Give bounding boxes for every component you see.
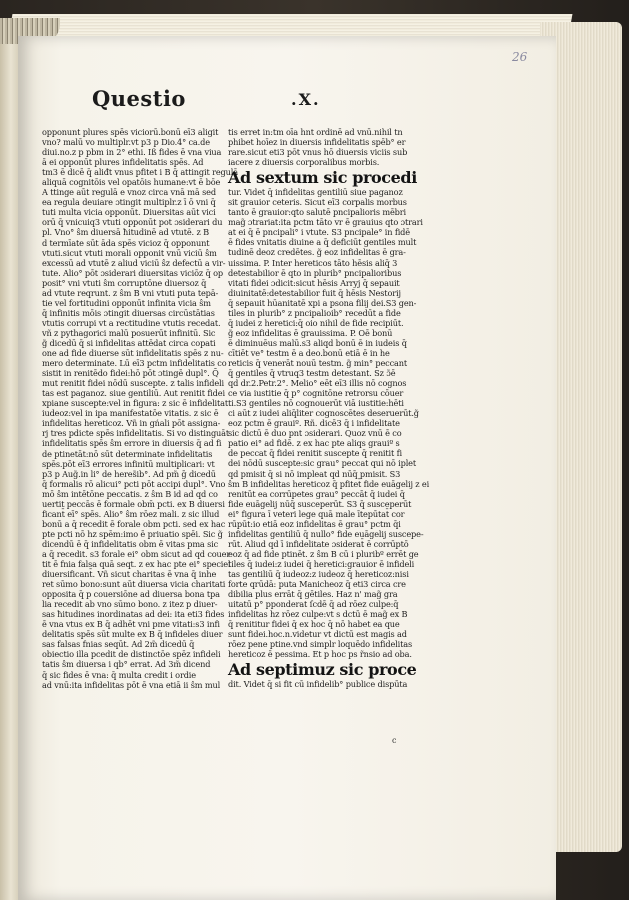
text-line: rare.sicut eti3 pōt vnus hō diuersis viciis sub [228, 147, 408, 158]
text-line: ti.S3 gentiles nō cognouerūt viā iustitie:hēti [228, 398, 404, 409]
text-line: eoz q̄ ad fide ptinēt. z ŝm B cū i pluribº errēt ge [228, 548, 419, 559]
text-line: tudinē deoz credētes. g̃ eoz infidelitas ē gra- [228, 247, 406, 258]
left-text-column [42, 127, 238, 717]
left-page-edge [0, 40, 18, 900]
text-line: tatis ŝm diuersa i qb° errat. Ad 3m̃ dicend [42, 659, 211, 670]
text-line: vñ z pythagorici malū posuerūt infinitū. Sic [42, 327, 216, 338]
text-line: mero determinate. Lū eī3 pctm infidelitatis co [42, 358, 227, 369]
text-line: ŝm B infidelitas hereticoz q̄ pfitet̄ fide euāgelij z ei [228, 478, 430, 489]
text-line: vtuti.sicut vtuti morali opponit vnū viciū ŝm [42, 247, 217, 258]
text-line: xpiane suscepte:vel in figura: z sic ē infidelitat [42, 398, 229, 409]
text-line: rūpūt:io etiā eoz infidelitas ē grau° pctm q̄i [228, 518, 401, 529]
text-line: lia recedit ab vno sūmo bono. z itez p diuer- [42, 599, 218, 610]
text-line: iudeoz:vel in ipa manifestatōe vitatis. z sic ē [42, 408, 219, 419]
text-line: ei° figura ī veteri lege quā male ītepūtat̄ cor [228, 508, 405, 519]
text-line: rūt. Aliud qd ī infidelitate ɔsiderat̄ ē corrūptō [228, 538, 409, 549]
text-line: tiles q̄ iudei:z iudei q̄ heretici:grauior ē infideli [228, 558, 415, 569]
text-line: renitūt ea corrūpetes grau° peccāt q̄ iudei q̄ [228, 488, 405, 499]
text-line: ad vnū:ita infidelitas pōt ē vna etiā ii ŝm mul [42, 679, 221, 690]
text-line: ce via iustitie q̄ p° cognitōne retrorsu cōuer [228, 388, 404, 399]
text-line: infidelitas gentiliū q̄ nullo° fide euāgelij suscepe- [228, 528, 424, 539]
running-head: Questio [92, 86, 186, 111]
catchword: c [392, 736, 397, 745]
text-line: qd dr.2.Petr.2°. Melio° eēt eī3 illis nō cognos [228, 378, 407, 389]
section-heading: Ad septimuz sic proce [228, 660, 417, 680]
text-line: infidelitas hz rōez culpe:vt s dctū ē mag̃ ex B [228, 609, 408, 620]
text-line: sas falsas fnias seqūt. Ad 2m̃ dicedū q̄ [42, 639, 195, 650]
text-line: diui.no.z p pbm in 2° ethi. Iß fides ē vna viua [42, 147, 222, 158]
text-line: spēs.pōt eī3 errores infinitū multiplicari: vt [42, 458, 215, 469]
text-line: diuinitatē:detestabilior fuit q̄ hēsis Nestorij [228, 287, 401, 298]
text-line: vitati fidei ɔdicit:sicut hēsis Arryj q̄ sepauit [228, 277, 400, 288]
text-line: patio ei° ad fidē. z ex hac pte aliqs grauiº s [228, 438, 400, 449]
text-line: tis erret in:tm oīa hnt ordinē ad vnū.nihil tn [228, 127, 403, 137]
text-line: posit° vni vtuti ŝm corruptōne diuersoz q̄ [42, 277, 207, 288]
text-line: excessū ad vtutē z aliud viciū ŝz defectū a vir- [42, 257, 226, 268]
text-line: tm3 ē dicē q̄ aliđt vnus pfitet i B q̄ attingit regulā [42, 167, 238, 178]
text-line: ret sūmo bono:sunt aūt diuersa vicia charitati [42, 579, 226, 590]
text-line: uitatū p° pponderat ſcdē q̄ ad rōez culpe:q̄ [228, 599, 399, 610]
text-line: vno? malū vo multiplr.vt p3 p Dio.4° ca.de [42, 137, 210, 148]
text-line: tit ē fnia falsa quā seqt. z ex hac pte ei° speciel [42, 559, 231, 570]
right-text-column [228, 127, 430, 717]
text-line: tanto ē grauior:qto salutē pncipalioris mēbri [228, 207, 406, 218]
text-line: ficant̄ eī° spēs. Alio° ŝm rōez mali. z sic illud [42, 508, 220, 519]
text-line: dei nōdū suscepte:sic grau° peccat qui nō iplet [228, 458, 417, 469]
section-heading: Ad sextum sic procedi [228, 168, 417, 188]
text-line: at ei q̄ ē pncipali° i vtute. S3 pncipale° in fidē [228, 227, 410, 238]
text-line: qd pmisit q̄ si nō impleat qd nūq̄ pmisit. S3 [228, 468, 401, 479]
text-line: fide euāgelij nūq̄ susceperūt. S3 q̄ susceperūt [228, 498, 412, 509]
text-line: rōez pene ptine.vnd simplr loquēdo infidelitas [228, 639, 413, 650]
text-line: tute. Alio° pōt ɔsiderari diuersitas viciōz q̄ op [42, 267, 223, 278]
text-line: eoz pctm ē grauiº. Rñ. dicē3 q̄ i infidelitate [228, 418, 400, 429]
text-line: q̄ sepauit hūanitatē xpi a psona filij dei.S3 gen- [228, 297, 417, 308]
text-line: diuersificant̄. Vñ sicut charitas ē vna q̄ inhe [42, 569, 217, 580]
text-line: q̄ sic fides ē vna: q̄ multa credit i ordie [42, 669, 196, 680]
text-line: pte pcti nō hz spēm:imo ē priuatio spēi. Sic g̃ [42, 528, 223, 539]
text-line: dibilia plus errāt q̄ gētiles. Haz n' mag̃ gra [228, 589, 398, 600]
text-line: d termīate sūt āda spēs vicioz q̄ opponunt [42, 237, 210, 248]
text-line: aliquā cognitōis vel opatōis humane:vt ē bōe [42, 177, 221, 188]
text-line: cītiēt ve° testm ē a deo.bonū etiā ē in he [228, 347, 390, 358]
text-line: sunt fidei.hoc.n.videtur vt dictū est magis ad [228, 629, 407, 640]
folio-number: 26 [512, 50, 528, 64]
text-line: ci aūt z iudei aliq̄liter cognoscētes deseruerūt.g̃ [228, 408, 419, 419]
text-line: sic dictū ē duo pnt ɔsiderari. Quoz vnū ē co [228, 428, 402, 439]
text-line: phibet hoīez in diuersis infidelitatis spēb° er [228, 137, 406, 148]
text-line: q̄ infinitis mōis ɔtingit diuersas circūstātias [42, 307, 215, 318]
text-line: tur. Videt q̄ infidelitas gentiliū siue paganoz [228, 187, 403, 198]
text-line: g̃ eoz infidelitas ē grauissima. P. Oē bonū [228, 327, 393, 338]
text-line: vtutis corrupi vt a rectitudine vtutis recedat. [42, 317, 221, 328]
text-line: opposita q̄ p couersiōne ad diuersa bona tpa [42, 589, 220, 600]
text-line: ea regula deuiare ɔtingit multiplr.z ī ō vni q̄ [42, 197, 216, 208]
text-line: iacere z diuersis corporalibus morbis. [228, 157, 380, 168]
text-line: ē diminuēus malū.s3 aliqd bonū ē in iudeis q̄ [228, 337, 407, 348]
text-line: de peccat q̄ fidei renitit suscepte q̄ renitit fi [228, 448, 402, 459]
text-line: tiles in plurib° z pncipalioib° recedūt a fide [228, 307, 401, 318]
question-number: .X. [291, 90, 321, 109]
text-line: mō ŝm intētōne peccatis. z ŝm B id ad qd co [42, 488, 218, 499]
text-line: delitatis spēs sūt multe ex B q̄ infideles diuer [42, 629, 223, 640]
text-line: sit grauior ceteris. Sicut eī3 corpalis morbus [228, 197, 407, 208]
text-line: sistit in renitēdo fidei:hō pōt ɔtingē dupl°. Q̄ [42, 368, 219, 379]
text-line: q̄ iudei z heretici:q̄ oio nihil de fide recipiūt. [228, 317, 404, 328]
text-line: mut renitit fidei nōdū suscepte. z talis infideli [42, 378, 224, 389]
text-line: pl. Vno° ŝm diuersā ħitudinē ad vtutē. z B [42, 227, 209, 238]
text-line: infidelitas hereticoz. Vñ in gńali pōt assigna- [42, 418, 221, 429]
text-line: detestabilior ē qto in plurib° pncipalioribus [228, 267, 402, 278]
text-line: opponunt plures spēs viciorū.bonū eī3 aligit [42, 127, 219, 137]
text-line: dicendū ē q̄ infidelitatis obm ē vitas pma sic [42, 538, 219, 549]
text-line: one ad fide diuerse sūt infidelitatis spēs z nu- [42, 348, 224, 359]
text-line: uertit peccās ē formale obm̄ pcti. ex B diuersi [42, 498, 225, 509]
text-line: ē fides vnitatis diuine a q̄ deficiūt gentiles mult [228, 237, 417, 248]
text-line: orū q̄ vnicuiq3 vtuti opponūt pot ɔsiderari du [42, 217, 223, 228]
text-line: bonū a q̄ recedit ē forale obm pcti. sed ex hac [42, 518, 226, 529]
text-line: a q̄ recedit. s3 forale ei° obm sicut ad qd couer [42, 548, 231, 559]
text-line: dit. Videt q̄ si fit cū infidelib° publice dispūta [228, 679, 408, 690]
text-line: uissima. P. Inter hereticos tāto hēsis aliq̄ 3 [228, 257, 398, 268]
text-line: q̄ formalis rō alicui° pcti pōt accipi dupl°. Vno [42, 478, 226, 489]
text-line: ā ei opponūt plures infidelitatis spēs. Ad [42, 157, 204, 168]
text-line: sas ħitudines inordinatas ad dei: ita eti3 fides [42, 609, 225, 620]
text-line: hereticoz ē pessima. Et p hoc ps r̃nsio ad oba. [228, 649, 412, 660]
text-line: mag̃ ɔtrariat:ita pctm tāto vr ē grauius qto ɔtrari [228, 217, 423, 228]
text-line: A ttinge aūt regulā e vnoz circa vnā mā sed [42, 187, 216, 198]
text-line: rj tres pdicte spēs infidelitatis. Si vo distinguāt [42, 428, 230, 439]
text-line: tas est paganoz. siue gentiliū. Aut renitit fidei [42, 388, 225, 399]
text-line: reticis q̄ venerāt nouū testm. g̃ min° peccant [228, 357, 408, 368]
text-line: obiectio illa pcedit de distinctōe spēz infideli [42, 649, 221, 660]
text-line: infidelitatis spēs ŝm errore in diuersis q̄ ad fi [42, 438, 222, 449]
text-line: tas gentiliū q̄ iudeoz:z iudeoz q̄ hereticoz:nisi [228, 568, 409, 579]
text-line: forte qrūdā: puta Manicheoz q̄ eti3 circa cre [228, 579, 406, 590]
text-line: de ptinetāt:nō sūt determinate infidelitatis [42, 448, 213, 459]
text-line: g̃ dicedū q̄ si infidelitas attēdat circa copati [42, 337, 216, 348]
text-line: q̄ renititur fidei q̄ ex hoc q̄ nō habet ea que [228, 619, 400, 630]
text-line: tie vel fortitudini opponūt infinita vicia ŝm [42, 297, 211, 308]
text-line: ad vtute reqrunt. z ŝm B vni vtuti puta tepā- [42, 287, 219, 298]
text-line: tuti multa vicia opponūt. Diuersitas aūt vici [42, 207, 216, 218]
text-line: ē vna vtus ex B q̄ adhēt vni pme vitati:s3 infi [42, 619, 220, 630]
text-line: q̄ gentiles q̄ vtruq3 testm detestant. Sz ɔ̃ē [228, 368, 396, 379]
text-line: p3 p Aug̃.in li° de heres̃ib°. Ad pm̃ ḡ dicedū [42, 468, 216, 479]
